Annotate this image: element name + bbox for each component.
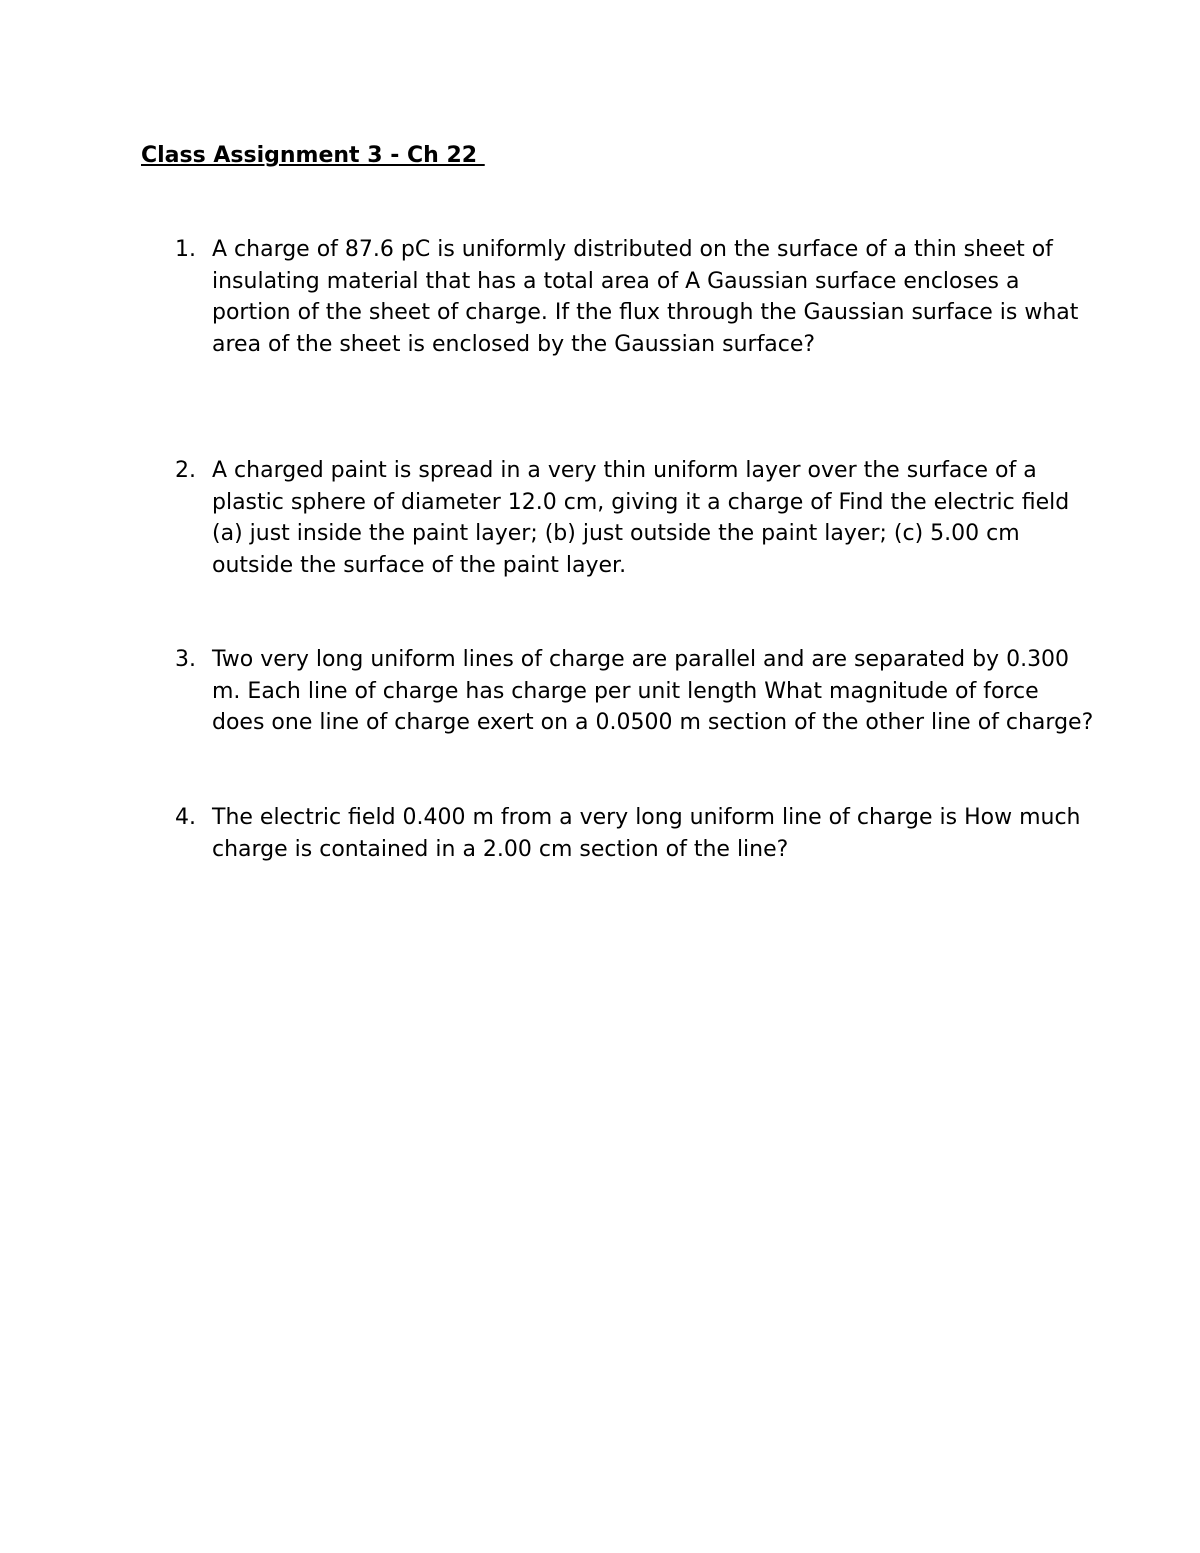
question-item [175, 234, 1095, 360]
page-title: Class Assignment 3 - Ch 22 [141, 143, 485, 168]
question-item [175, 644, 1095, 739]
question-text: The electric field 0.400 m from a very long uniform line of charge is How much charge is contained in a 2.00 cm section of the line? [212, 805, 1081, 862]
question-item [175, 455, 1095, 581]
question-item [175, 802, 1095, 865]
question-text: A charge of 87.6 pC is uniformly distributed on the surface of a thin sheet of insulating material that has a total area of A Gaussian surface encloses a portion of the sheet of charge. If the flux through the Gaussian surface is what area of the sheet is enclosed by the Gaussian surface? [212, 237, 1079, 357]
question-number: 1. [175, 237, 196, 262]
question-number: 2. [175, 458, 196, 483]
question-text: Two very long uniform lines of charge are parallel and are separated by 0.300 m. Each line of charge has charge per unit length What magnitude of force does one line of charge exert on a 0.0500 m section of the other line of charge? [212, 647, 1094, 736]
question-number: 4. [175, 805, 196, 830]
question-text: A charged paint is spread in a very thin uniform layer over the surface of a plastic sphere of diameter 12.0 cm, giving it a charge of Find the electric field (a) just inside the paint layer; (b) just outside the paint layer; (c) 5.00 cm outside the surface of the paint layer. [212, 458, 1070, 578]
question-number: 3. [175, 647, 196, 672]
